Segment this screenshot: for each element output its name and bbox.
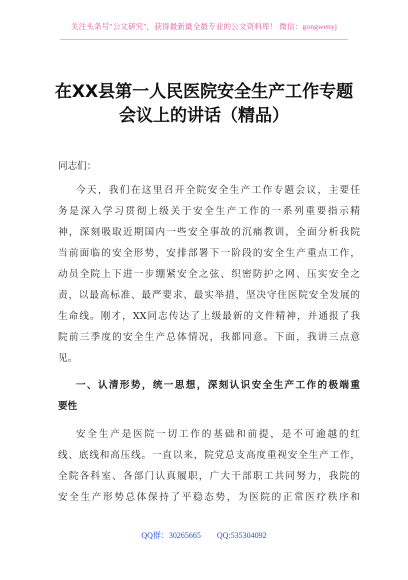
header-banner: 关注头条号"公文研究"，获得最新最全最专业的公文资料库！ 微信：gongwenyj <box>70 22 338 31</box>
paragraph-1-line: 生命线。刚才，XX同志传达了上级最新的文件精神，并通报了我 <box>58 311 360 322</box>
paragraph-2-line: 线、底线和高压线。一直以来，院党总支高度重视安全生产工作， <box>58 450 360 461</box>
document-title <box>20 80 388 128</box>
paragraph-1-line: 务是深入学习贯彻上级关于安全生产工作的一系列重要指示精 <box>58 206 360 217</box>
paragraph-2-line: 安全生产是医院一切工作的基础和前提，是不可逾越的红 <box>76 429 360 440</box>
footer-qq: QQ:535304092 <box>216 531 267 540</box>
paragraph-1-line: 神，深刻吸取近期国内一些安全事故的沉痛教训，全面分析我院 <box>58 227 360 238</box>
footer-contact <box>0 530 408 541</box>
paragraph-1-line: 当前面临的安全形势，安排部署下一阶段的安全生产重点工作， <box>58 248 360 259</box>
title-line-2: 会议上的讲话（精品） <box>119 106 289 126</box>
footer-qq-group: QQ群：30265665 <box>141 531 201 540</box>
paragraph-2-line: 全院各科室、各部门认真履职，广大干部职工共同努力，我院的 <box>58 471 360 482</box>
salutation: 同志们： <box>58 161 97 172</box>
section-heading-1-cont: 要性 <box>58 401 78 412</box>
paragraph-1-line: 责，以最高标准、最严要求、最实举措，坚决守住医院安全发展的 <box>58 290 360 301</box>
paragraph-1-line: 院前三季度的安全生产总体情况，我都同意。下面，我讲三点意 <box>58 332 360 343</box>
paragraph-1-line: 见。 <box>58 353 78 364</box>
paragraph-2-line: 安全生产形势总体保持了平稳态势，为医院的正常医疗秩序和 <box>58 492 360 503</box>
paragraph-1-line: 今天，我们在这里召开全院安全生产工作专题会议，主要任 <box>76 185 360 196</box>
paragraph-1-line: 动员全院上下进一步绷紧安全之弦、织密防护之网、压实安全之 <box>58 269 360 280</box>
title-line-1: 在XX县第一人民医院安全生产工作专题 <box>54 82 354 102</box>
header-divider <box>60 39 348 40</box>
section-heading-1: 一、认清形势，统一思想，深刻认识安全生产工作的极端重 <box>76 380 360 391</box>
